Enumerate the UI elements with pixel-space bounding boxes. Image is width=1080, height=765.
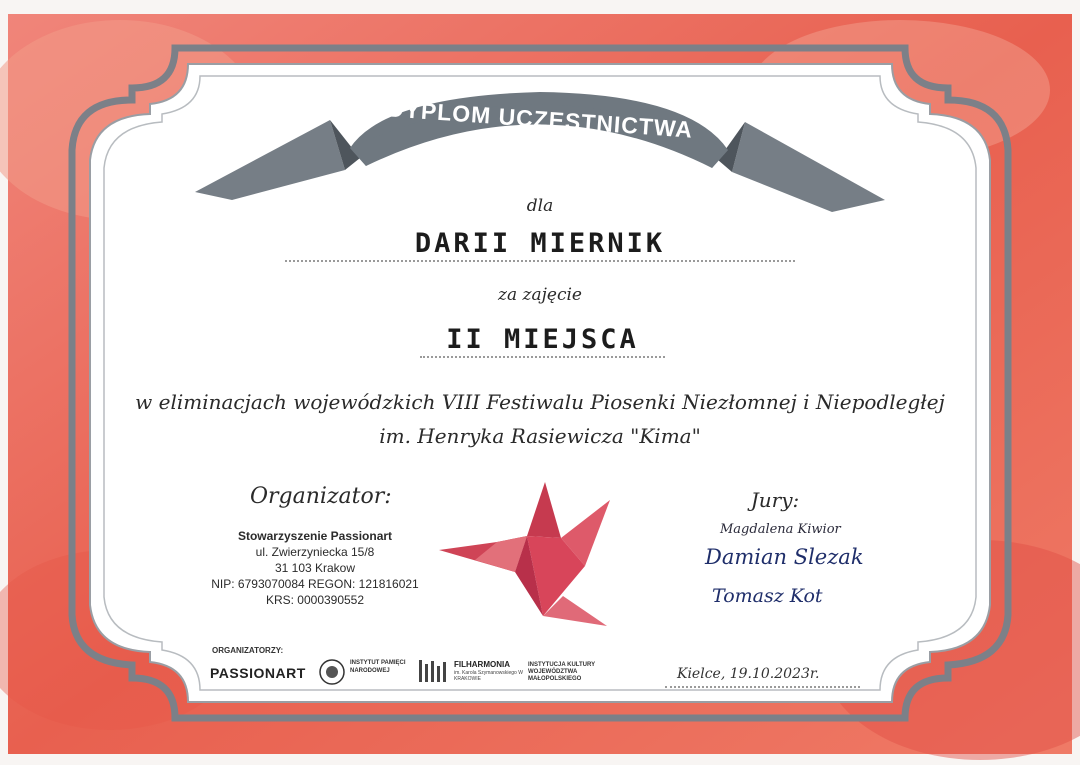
- description-line2: im. Henryka Rasiewicza "Kima": [379, 424, 701, 448]
- organizer-address1: ul. Zwierzyniecka 15/8: [255, 545, 375, 559]
- description-line1: w eliminacjach wojewódzkich VIII Festiwalu Piosenki Niezłomnej i Niepodległej: [135, 390, 945, 414]
- organizer-heading: Organizator:: [250, 484, 392, 509]
- organizer-address2: 31 103 Krakow: [274, 561, 356, 575]
- filharmonia-logo-text: FILHARMONIA: [454, 660, 510, 669]
- jury-signature-1: Magdalena Kiwior: [720, 522, 841, 537]
- organizer-ids: NIP: 6793070084 REGON: 121816021: [211, 577, 419, 591]
- jury-signature-3: Tomasz Kot: [712, 585, 823, 607]
- malopolska-logo: INSTYTUCJA KULTURY WOJEWÓDZTWA MAŁOPOLSKIEGO: [528, 662, 596, 682]
- recipient-line: [285, 226, 795, 262]
- organ-pipes-icon: [418, 658, 450, 684]
- passionart-logo: PASSIONART: [210, 665, 306, 681]
- place-date: Kielce, 19.10.2023r.: [677, 666, 820, 682]
- recipient-name: DARII MIERNIK: [414, 228, 666, 259]
- jury-heading: Jury:: [750, 488, 800, 512]
- origami-bird-icon: [435, 476, 625, 646]
- jury-signature-2: Damian Slezak: [705, 545, 864, 569]
- place-value: II MIEJSCA: [446, 324, 639, 355]
- filharmonia-logo-subtext: im. Karola Szymanowskiego W KRAKOWIE: [454, 670, 523, 682]
- filharmonia-logo: [418, 658, 538, 688]
- ipn-logo: [318, 658, 408, 688]
- za-label: za zajęcie: [498, 285, 582, 305]
- place-date-line: [665, 664, 860, 688]
- organizer-krs: KRS: 0000390552: [265, 593, 365, 607]
- dla-label: dla: [526, 196, 554, 216]
- place-line: [420, 320, 665, 358]
- organizer-name: Stowarzyszenie Passionart: [237, 529, 393, 543]
- organizer-info: [200, 528, 430, 608]
- ipn-logo-text: INSTYTUT PAMIĘCI NARODOWEJ: [350, 660, 406, 674]
- diploma-title: DYPLOM UCZESTNICTWA: [386, 95, 694, 143]
- organizers-label: ORGANIZATORZY:: [212, 646, 284, 655]
- eagle-seal-icon: [318, 658, 346, 686]
